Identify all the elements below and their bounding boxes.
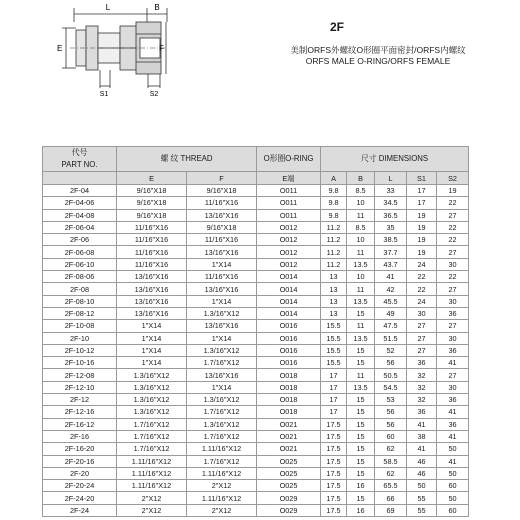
cell-dim-s1: 24 bbox=[407, 258, 437, 270]
cell-dim-b: 15 bbox=[347, 418, 375, 430]
cell-dim-a: 17.5 bbox=[321, 443, 347, 455]
cell-dim-l: 43.7 bbox=[375, 258, 407, 270]
cell-dim-s2: 30 bbox=[437, 381, 469, 393]
cell-thread-f: 1.3/16"X12 bbox=[187, 344, 257, 356]
cell-dim-s1: 27 bbox=[407, 320, 437, 332]
cell-oring: O012 bbox=[257, 258, 321, 270]
spec-table-body bbox=[43, 185, 469, 517]
cell-thread-f: 13/16"X16 bbox=[187, 320, 257, 332]
cell-thread-e: 1.11/16"X12 bbox=[117, 467, 187, 479]
header-blank bbox=[43, 172, 117, 185]
cell-dim-s2: 30 bbox=[437, 258, 469, 270]
cell-thread-e: 1"X14 bbox=[117, 357, 187, 369]
cell-thread-e: 9/16"X18 bbox=[117, 197, 187, 209]
cell-oring: O025 bbox=[257, 467, 321, 479]
table-row bbox=[43, 221, 469, 233]
table-row bbox=[43, 197, 469, 209]
cell-thread-f: 9/16"X18 bbox=[187, 185, 257, 197]
cell-dim-a: 17.5 bbox=[321, 430, 347, 442]
cell-dim-l: 50.5 bbox=[375, 369, 407, 381]
table-row bbox=[43, 504, 469, 516]
cell-dim-s1: 19 bbox=[407, 221, 437, 233]
cell-thread-e: 1.3/16"X12 bbox=[117, 381, 187, 393]
cell-thread-f: 13/16"X16 bbox=[187, 283, 257, 295]
table-row bbox=[43, 246, 469, 258]
cell-part-no: 2F-06-04 bbox=[43, 221, 117, 233]
cell-thread-e: 11/16"X16 bbox=[117, 221, 187, 233]
cell-dim-a: 9.8 bbox=[321, 185, 347, 197]
cell-dim-l: 56 bbox=[375, 357, 407, 369]
cell-thread-e: 13/16"X16 bbox=[117, 307, 187, 319]
cell-part-no: 2F-08-12 bbox=[43, 307, 117, 319]
cell-part-no: 2F-16 bbox=[43, 430, 117, 442]
cell-dim-b: 10 bbox=[347, 234, 375, 246]
cell-dim-s2: 36 bbox=[437, 394, 469, 406]
cell-thread-f: 1.11/16"X12 bbox=[187, 492, 257, 504]
cell-oring: O025 bbox=[257, 455, 321, 467]
header-s2: S2 bbox=[437, 172, 469, 185]
cell-thread-f: 1"X14 bbox=[187, 295, 257, 307]
cell-oring: O029 bbox=[257, 504, 321, 516]
cell-part-no: 2F-20-16 bbox=[43, 455, 117, 467]
cell-oring: O018 bbox=[257, 369, 321, 381]
cell-oring: O012 bbox=[257, 246, 321, 258]
cell-dim-s2: 30 bbox=[437, 332, 469, 344]
cell-dim-s2: 41 bbox=[437, 455, 469, 467]
title-english: ORFS MALE O-RING/ORFS FEMALE bbox=[305, 56, 451, 66]
label-f: F bbox=[159, 44, 164, 53]
cell-dim-a: 15.5 bbox=[321, 332, 347, 344]
table-row bbox=[43, 209, 469, 221]
table-row bbox=[43, 295, 469, 307]
cell-part-no: 2F-10 bbox=[43, 332, 117, 344]
cell-part-no: 2F-12-08 bbox=[43, 369, 117, 381]
cell-dim-b: 16 bbox=[347, 480, 375, 492]
cell-oring: O029 bbox=[257, 492, 321, 504]
cell-dim-a: 11.2 bbox=[321, 258, 347, 270]
product-code: 2F bbox=[330, 20, 345, 34]
cell-dim-a: 11.2 bbox=[321, 246, 347, 258]
cell-thread-e: 9/16"X18 bbox=[117, 185, 187, 197]
cell-dim-a: 9.8 bbox=[321, 197, 347, 209]
table-row bbox=[43, 369, 469, 381]
cell-dim-s1: 46 bbox=[407, 467, 437, 479]
cell-part-no: 2F-04-06 bbox=[43, 197, 117, 209]
fitting-body bbox=[76, 22, 161, 74]
header-f: F bbox=[187, 172, 257, 185]
cell-thread-f: 13/16"X16 bbox=[187, 246, 257, 258]
cell-dim-b: 15 bbox=[347, 443, 375, 455]
table-row bbox=[43, 271, 469, 283]
cell-dim-l: 34.5 bbox=[375, 197, 407, 209]
cell-dim-a: 17 bbox=[321, 406, 347, 418]
cell-dim-s2: 50 bbox=[437, 492, 469, 504]
cell-dim-b: 15 bbox=[347, 406, 375, 418]
cell-thread-f: 1.3/16"X12 bbox=[187, 394, 257, 406]
table-row bbox=[43, 443, 469, 455]
cell-thread-f: 1.11/16"X12 bbox=[187, 443, 257, 455]
cell-part-no: 2F-08 bbox=[43, 283, 117, 295]
cell-oring: O014 bbox=[257, 295, 321, 307]
cell-dim-l: 47.5 bbox=[375, 320, 407, 332]
table-row bbox=[43, 185, 469, 197]
cell-part-no: 2F-04-08 bbox=[43, 209, 117, 221]
cell-part-no: 2F-24 bbox=[43, 504, 117, 516]
cell-dim-s2: 27 bbox=[437, 369, 469, 381]
cell-dim-b: 13.5 bbox=[347, 332, 375, 344]
cell-dim-s2: 41 bbox=[437, 406, 469, 418]
cell-dim-s2: 30 bbox=[437, 295, 469, 307]
header-b: B bbox=[347, 172, 375, 185]
cell-dim-s2: 36 bbox=[437, 344, 469, 356]
cell-thread-e: 11/16"X16 bbox=[117, 246, 187, 258]
cell-thread-e: 1.7/16"X12 bbox=[117, 418, 187, 430]
cell-dim-l: 60 bbox=[375, 430, 407, 442]
cell-oring: O018 bbox=[257, 406, 321, 418]
cell-oring: O021 bbox=[257, 430, 321, 442]
cell-dim-l: 65.5 bbox=[375, 480, 407, 492]
label-s2: S2 bbox=[149, 91, 159, 98]
cell-dim-l: 51.5 bbox=[375, 332, 407, 344]
cell-thread-f: 1.7/16"X12 bbox=[187, 357, 257, 369]
cell-thread-e: 11/16"X16 bbox=[117, 258, 187, 270]
header-e: E bbox=[117, 172, 187, 185]
cell-dim-b: 15 bbox=[347, 344, 375, 356]
cell-dim-a: 17.5 bbox=[321, 467, 347, 479]
cell-part-no: 2F-04 bbox=[43, 185, 117, 197]
cell-dim-a: 17.5 bbox=[321, 418, 347, 430]
cell-thread-f: 2"X12 bbox=[187, 504, 257, 516]
cell-dim-s2: 22 bbox=[437, 197, 469, 209]
cell-thread-f: 1.7/16"X12 bbox=[187, 455, 257, 467]
cell-dim-a: 15.5 bbox=[321, 320, 347, 332]
cell-dim-b: 13.5 bbox=[347, 258, 375, 270]
table-row bbox=[43, 283, 469, 295]
cell-dim-b: 15 bbox=[347, 307, 375, 319]
cell-dim-s1: 22 bbox=[407, 283, 437, 295]
label-l: L bbox=[105, 3, 111, 12]
cell-dim-s2: 36 bbox=[437, 418, 469, 430]
cell-thread-f: 1.7/16"X12 bbox=[187, 406, 257, 418]
cell-thread-e: 1"X14 bbox=[117, 320, 187, 332]
cell-dim-l: 58.5 bbox=[375, 455, 407, 467]
cell-thread-e: 1.3/16"X12 bbox=[117, 369, 187, 381]
cell-oring: O011 bbox=[257, 209, 321, 221]
cell-dim-s1: 46 bbox=[407, 455, 437, 467]
cell-thread-e: 11/16"X16 bbox=[117, 234, 187, 246]
cell-dim-a: 17.5 bbox=[321, 480, 347, 492]
cell-oring: O016 bbox=[257, 320, 321, 332]
cell-dim-s2: 50 bbox=[437, 443, 469, 455]
table-row bbox=[43, 480, 469, 492]
cell-dim-s1: 19 bbox=[407, 234, 437, 246]
cell-dim-s1: 55 bbox=[407, 504, 437, 516]
cell-part-no: 2F-06 bbox=[43, 234, 117, 246]
cell-dim-s2: 19 bbox=[437, 185, 469, 197]
cell-thread-e: 1.11/16"X12 bbox=[117, 480, 187, 492]
cell-dim-b: 15 bbox=[347, 430, 375, 442]
cell-thread-f: 1.7/16"X12 bbox=[187, 430, 257, 442]
cell-dim-a: 13 bbox=[321, 283, 347, 295]
cell-dim-l: 53 bbox=[375, 394, 407, 406]
cell-thread-e: 1"X14 bbox=[117, 332, 187, 344]
cell-thread-e: 13/16"X16 bbox=[117, 271, 187, 283]
cell-dim-b: 10 bbox=[347, 197, 375, 209]
cell-dim-b: 8.5 bbox=[347, 221, 375, 233]
cell-part-no: 2F-10-16 bbox=[43, 357, 117, 369]
cell-dim-l: 62 bbox=[375, 443, 407, 455]
cell-dim-a: 15.5 bbox=[321, 357, 347, 369]
cell-part-no: 2F-20 bbox=[43, 467, 117, 479]
cell-oring: O016 bbox=[257, 357, 321, 369]
table-row bbox=[43, 492, 469, 504]
cell-oring: O021 bbox=[257, 418, 321, 430]
cell-dim-s1: 32 bbox=[407, 394, 437, 406]
fitting-drawing bbox=[40, 0, 170, 100]
cell-dim-b: 13.5 bbox=[347, 295, 375, 307]
cell-part-no: 2F-20-24 bbox=[43, 480, 117, 492]
cell-dim-s2: 22 bbox=[437, 221, 469, 233]
cell-dim-s1: 27 bbox=[407, 332, 437, 344]
cell-dim-s2: 60 bbox=[437, 504, 469, 516]
cell-part-no: 2F-06-08 bbox=[43, 246, 117, 258]
table-row bbox=[43, 406, 469, 418]
cell-dim-b: 11 bbox=[347, 320, 375, 332]
cell-dim-l: 35 bbox=[375, 221, 407, 233]
cell-dim-b: 13.5 bbox=[347, 381, 375, 393]
table-row bbox=[43, 394, 469, 406]
cell-oring: O021 bbox=[257, 443, 321, 455]
cell-dim-l: 45.5 bbox=[375, 295, 407, 307]
cell-thread-e: 2"X12 bbox=[117, 492, 187, 504]
cell-dim-l: 33 bbox=[375, 185, 407, 197]
cell-dim-a: 17.5 bbox=[321, 492, 347, 504]
label-e: E bbox=[57, 44, 63, 53]
cell-dim-s2: 27 bbox=[437, 283, 469, 295]
cell-dim-s2: 60 bbox=[437, 480, 469, 492]
header-a: A bbox=[321, 172, 347, 185]
cell-thread-f: 11/16"X16 bbox=[187, 271, 257, 283]
cell-dim-b: 11 bbox=[347, 209, 375, 221]
header-l: L bbox=[375, 172, 407, 185]
cell-dim-l: 38.5 bbox=[375, 234, 407, 246]
cell-dim-a: 17 bbox=[321, 394, 347, 406]
cell-dim-a: 9.8 bbox=[321, 209, 347, 221]
cell-dim-l: 52 bbox=[375, 344, 407, 356]
cell-dim-l: 41 bbox=[375, 271, 407, 283]
table-row bbox=[43, 258, 469, 270]
cell-oring: O011 bbox=[257, 197, 321, 209]
title-chinese: 美制ORFS外螺纹O形圈平面密封/ORFS内螺纹 bbox=[290, 45, 466, 55]
cell-dim-s1: 36 bbox=[407, 357, 437, 369]
cell-dim-a: 11.2 bbox=[321, 221, 347, 233]
cell-oring: O018 bbox=[257, 394, 321, 406]
cell-dim-s2: 22 bbox=[437, 234, 469, 246]
cell-dim-s2: 27 bbox=[437, 320, 469, 332]
cell-dim-b: 11 bbox=[347, 369, 375, 381]
cell-dim-s2: 27 bbox=[437, 209, 469, 221]
cell-dim-b: 8.5 bbox=[347, 185, 375, 197]
cell-dim-s2: 36 bbox=[437, 307, 469, 319]
cell-thread-e: 13/16"X16 bbox=[117, 283, 187, 295]
cell-dim-s1: 38 bbox=[407, 430, 437, 442]
cell-dim-s1: 17 bbox=[407, 197, 437, 209]
cell-dim-b: 15 bbox=[347, 467, 375, 479]
cell-part-no: 2F-10-12 bbox=[43, 344, 117, 356]
cell-part-no: 2F-16-20 bbox=[43, 443, 117, 455]
table-row bbox=[43, 307, 469, 319]
cell-part-no: 2F-16-12 bbox=[43, 418, 117, 430]
cell-thread-f: 1"X14 bbox=[187, 332, 257, 344]
cell-dim-s1: 24 bbox=[407, 295, 437, 307]
cell-oring: O018 bbox=[257, 381, 321, 393]
cell-thread-f: 11/16"X16 bbox=[187, 234, 257, 246]
header-part-no: 代号 PART NO. bbox=[43, 147, 117, 172]
cell-part-no: 2F-12-10 bbox=[43, 381, 117, 393]
table-row bbox=[43, 418, 469, 430]
cell-thread-f: 1.11/16"X12 bbox=[187, 467, 257, 479]
table-row bbox=[43, 455, 469, 467]
cell-dim-l: 54.5 bbox=[375, 381, 407, 393]
cell-dim-l: 69 bbox=[375, 504, 407, 516]
cell-dim-b: 15 bbox=[347, 394, 375, 406]
cell-dim-a: 15.5 bbox=[321, 344, 347, 356]
cell-dim-l: 56 bbox=[375, 406, 407, 418]
cell-dim-b: 15 bbox=[347, 357, 375, 369]
cell-part-no: 2F-08-10 bbox=[43, 295, 117, 307]
cell-dim-b: 11 bbox=[347, 283, 375, 295]
cell-dim-a: 17.5 bbox=[321, 455, 347, 467]
cell-dim-l: 49 bbox=[375, 307, 407, 319]
cell-dim-s1: 55 bbox=[407, 492, 437, 504]
cell-oring: O011 bbox=[257, 185, 321, 197]
cell-dim-a: 17 bbox=[321, 381, 347, 393]
cell-dim-s2: 27 bbox=[437, 246, 469, 258]
label-s1: S1 bbox=[99, 91, 109, 98]
cell-thread-f: 9/16"X18 bbox=[187, 221, 257, 233]
cell-oring: O012 bbox=[257, 234, 321, 246]
cell-thread-f: 1"X14 bbox=[187, 258, 257, 270]
header-dimensions: 尺寸 DIMENSIONS bbox=[321, 147, 469, 172]
cell-dim-l: 42 bbox=[375, 283, 407, 295]
cell-oring: O014 bbox=[257, 283, 321, 295]
cell-dim-a: 13 bbox=[321, 295, 347, 307]
cell-thread-e: 2"X12 bbox=[117, 504, 187, 516]
cell-dim-s2: 41 bbox=[437, 430, 469, 442]
table-row bbox=[43, 332, 469, 344]
table-row bbox=[43, 467, 469, 479]
label-b: B bbox=[154, 3, 160, 12]
cell-part-no: 2F-24-20 bbox=[43, 492, 117, 504]
header-oring: O形圈O-RING bbox=[257, 147, 321, 172]
cell-dim-s1: 19 bbox=[407, 246, 437, 258]
cell-dim-s2: 41 bbox=[437, 357, 469, 369]
table-row bbox=[43, 320, 469, 332]
cell-oring: O014 bbox=[257, 307, 321, 319]
cell-dim-l: 37.7 bbox=[375, 246, 407, 258]
cell-dim-s2: 50 bbox=[437, 467, 469, 479]
cell-oring: O012 bbox=[257, 221, 321, 233]
table-row bbox=[43, 344, 469, 356]
header-e-end: E端 bbox=[257, 172, 321, 185]
cell-dim-b: 11 bbox=[347, 246, 375, 258]
table-row bbox=[43, 430, 469, 442]
cell-thread-f: 11/16"X16 bbox=[187, 197, 257, 209]
cell-thread-e: 1"X14 bbox=[117, 344, 187, 356]
cell-thread-f: 2"X12 bbox=[187, 480, 257, 492]
cell-dim-l: 36.5 bbox=[375, 209, 407, 221]
cell-dim-s1: 32 bbox=[407, 381, 437, 393]
cell-dim-s2: 22 bbox=[437, 271, 469, 283]
cell-dim-s1: 36 bbox=[407, 406, 437, 418]
cell-dim-a: 11.2 bbox=[321, 234, 347, 246]
cell-dim-a: 17 bbox=[321, 369, 347, 381]
cell-dim-s1: 19 bbox=[407, 209, 437, 221]
cell-dim-s1: 30 bbox=[407, 307, 437, 319]
cell-dim-l: 66 bbox=[375, 492, 407, 504]
table-row bbox=[43, 381, 469, 393]
cell-thread-e: 1.11/16"X12 bbox=[117, 455, 187, 467]
cell-oring: O025 bbox=[257, 480, 321, 492]
cell-thread-f: 1.3/16"X12 bbox=[187, 307, 257, 319]
cell-thread-e: 13/16"X16 bbox=[117, 295, 187, 307]
cell-dim-s1: 41 bbox=[407, 418, 437, 430]
cell-dim-s1: 32 bbox=[407, 369, 437, 381]
table-row bbox=[43, 234, 469, 246]
cell-dim-s1: 22 bbox=[407, 271, 437, 283]
cell-dim-l: 62 bbox=[375, 467, 407, 479]
cell-dim-l: 56 bbox=[375, 418, 407, 430]
cell-part-no: 2F-12 bbox=[43, 394, 117, 406]
cell-thread-e: 9/16"X18 bbox=[117, 209, 187, 221]
cell-thread-f: 1"X14 bbox=[187, 381, 257, 393]
cell-thread-e: 1.7/16"X12 bbox=[117, 443, 187, 455]
cell-thread-f: 1.3/16"X12 bbox=[187, 418, 257, 430]
cell-part-no: 2F-12-16 bbox=[43, 406, 117, 418]
cell-dim-b: 15 bbox=[347, 492, 375, 504]
cell-oring: O016 bbox=[257, 332, 321, 344]
cell-dim-b: 15 bbox=[347, 455, 375, 467]
cell-part-no: 2F-06-10 bbox=[43, 258, 117, 270]
cell-dim-a: 13 bbox=[321, 271, 347, 283]
cell-dim-a: 13 bbox=[321, 307, 347, 319]
header-thread: 螺 纹 THREAD bbox=[117, 147, 257, 172]
cell-thread-f: 13/16"X16 bbox=[187, 209, 257, 221]
cell-oring: O016 bbox=[257, 344, 321, 356]
cell-dim-s1: 41 bbox=[407, 443, 437, 455]
cell-dim-s1: 17 bbox=[407, 185, 437, 197]
cell-dim-b: 16 bbox=[347, 504, 375, 516]
cell-thread-e: 1.3/16"X12 bbox=[117, 394, 187, 406]
cell-dim-a: 17.5 bbox=[321, 504, 347, 516]
cell-thread-e: 1.3/16"X12 bbox=[117, 406, 187, 418]
cell-part-no: 2F-08-06 bbox=[43, 271, 117, 283]
cell-oring: O014 bbox=[257, 271, 321, 283]
cell-dim-s1: 50 bbox=[407, 480, 437, 492]
spec-table bbox=[42, 146, 469, 517]
cell-thread-e: 1.7/16"X12 bbox=[117, 430, 187, 442]
cell-thread-f: 13/16"X16 bbox=[187, 369, 257, 381]
cell-part-no: 2F-10-08 bbox=[43, 320, 117, 332]
header-s1: S1 bbox=[407, 172, 437, 185]
table-row bbox=[43, 357, 469, 369]
cell-dim-b: 10 bbox=[347, 271, 375, 283]
cell-dim-s1: 27 bbox=[407, 344, 437, 356]
